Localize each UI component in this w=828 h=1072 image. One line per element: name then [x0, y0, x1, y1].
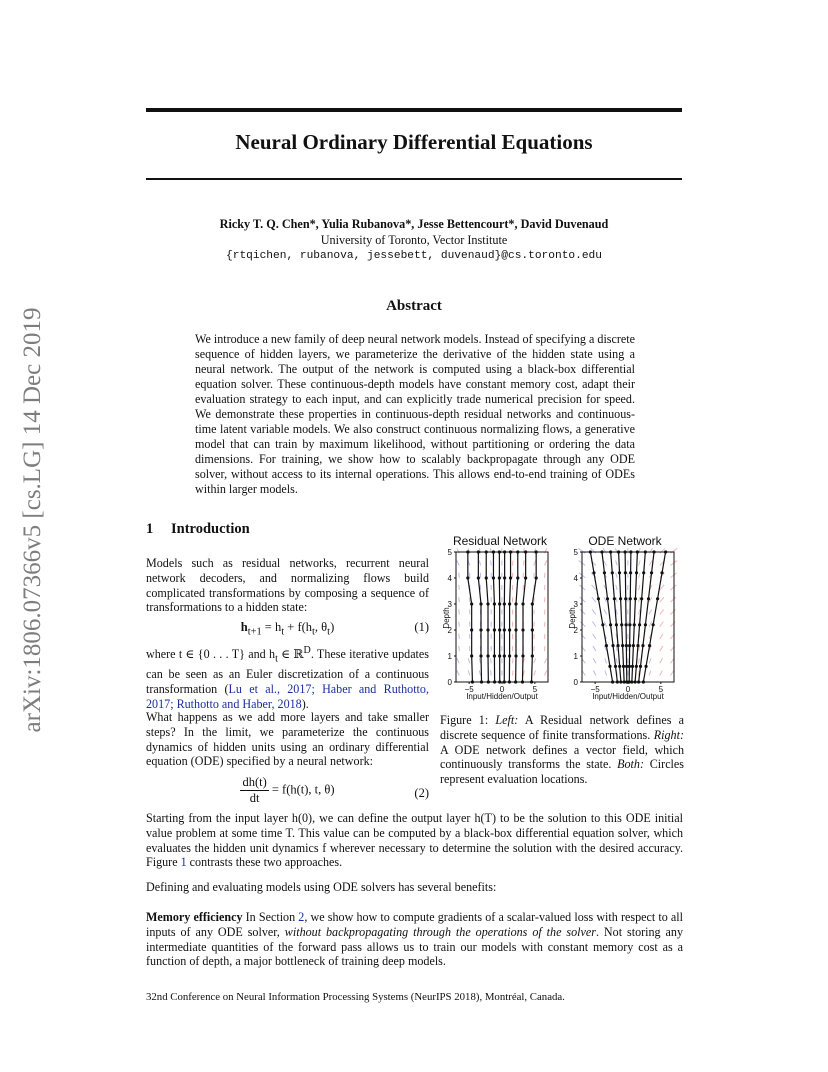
field-arrow — [513, 658, 514, 663]
evaluation-point — [516, 576, 519, 579]
evaluation-point — [644, 665, 647, 668]
field-arrow — [670, 597, 675, 602]
field-arrow — [592, 609, 596, 614]
field-arrow — [457, 548, 459, 553]
evaluation-point — [470, 602, 473, 605]
evaluation-point — [521, 654, 524, 657]
evaluation-point — [639, 665, 642, 668]
field-arrow — [593, 658, 596, 663]
field-arrow — [616, 597, 617, 602]
evaluation-point — [624, 571, 627, 574]
field-arrow — [604, 609, 607, 614]
evaluation-point — [614, 665, 617, 668]
field-arrow — [513, 671, 514, 676]
author-emails: {rtqichen, rubanova, jessebett, duvenaud}@cs.toronto.edu — [226, 250, 602, 262]
field-arrow — [649, 622, 651, 627]
field-arrow — [479, 658, 480, 663]
trajectory-line — [493, 552, 494, 682]
field-arrow — [660, 634, 663, 639]
evaluation-point — [618, 571, 621, 574]
evaluation-point — [498, 654, 501, 657]
evaluation-point — [493, 628, 496, 631]
y-tick-label: 1 — [573, 652, 578, 661]
evaluation-point — [605, 644, 608, 647]
field-arrow — [491, 671, 492, 676]
evaluation-point — [624, 623, 627, 626]
x-tick-label: 5 — [532, 685, 538, 694]
field-arrow — [616, 585, 617, 590]
figure-ref-link[interactable]: 1 — [180, 855, 187, 870]
field-arrow — [581, 622, 586, 627]
evaluation-point — [503, 602, 506, 605]
right-panel-title: ODE Network — [588, 534, 662, 548]
evaluation-point — [648, 644, 651, 647]
p2-f: ). — [301, 696, 309, 711]
eq1-rhs-b: t — [281, 626, 285, 638]
left-x-label: Input/Hidden/Output — [466, 692, 538, 701]
evaluation-point — [466, 576, 469, 579]
eq1-lhs-sub: t+1 — [247, 626, 262, 638]
evaluation-point — [508, 654, 511, 657]
author-names: Ricky T. Q. Chen*, Yulia Rubanova*, Jesse Bettencourt*, David Duvenaud — [219, 217, 609, 231]
x-tick-label: 5 — [658, 685, 664, 694]
field-arrow — [513, 561, 514, 566]
y-tick-label: 5 — [447, 548, 452, 557]
evaluation-point — [531, 602, 534, 605]
field-arrow — [593, 671, 596, 676]
caption-left-text: A Residual network defines a discrete sequence of finite transformations. — [440, 713, 684, 742]
x-tick-label: 0 — [499, 685, 505, 694]
eq1-rhs-d: t — [312, 626, 315, 638]
figure-left-panel — [442, 534, 548, 701]
intro-paragraph-1: Models such as residual networks, recurrent neural network decoders, and normalizing flows build complicated transformations by composing a sequence of transformations to a hidden state: — [146, 556, 429, 615]
evaluation-point — [498, 602, 501, 605]
evaluation-point — [503, 628, 506, 631]
field-arrow — [660, 671, 662, 676]
abstract-text: We introduce a new family of deep neural network models. Instead of specifying a discrete sequence of hidden layers, we parameterize the derivative of the hidden state using a neural network. The output of the network is computed using a black-box differential equation solver. These continuous-depth models have constant memory cost, adapt their evaluation strategy to each input, and can explicitly trade numerical precision for speed. We demonstrate these properties in continuous-depth residual networks and continuous-time latent variable models. We also construct continuous normalizing flows, a generative model that can train by maximum likelihood, without partitioning or ordering the data dimensions. For training, we show how to scalably backpropagate through any ODE solver, without access to its internal operations. This allows end-to-end training of ODEs within larger models. — [195, 332, 635, 497]
p2-c: ∈ ℝ — [277, 647, 304, 662]
field-arrow — [660, 658, 663, 663]
field-arrow — [639, 609, 640, 614]
intro-paragraph-4 — [146, 811, 683, 870]
evaluation-point — [641, 644, 644, 647]
evaluation-point — [624, 597, 627, 600]
evaluation-point — [479, 602, 482, 605]
field-arrow — [604, 622, 606, 627]
field-arrow — [649, 609, 652, 614]
trajectory-line — [509, 552, 510, 682]
eq2-number: (2) — [414, 786, 429, 800]
caption-left-label: Left: — [495, 713, 519, 727]
field-arrow — [592, 597, 596, 602]
field-arrow — [660, 585, 664, 590]
evaluation-point — [535, 576, 538, 579]
x-tick-label: 0 — [625, 685, 631, 694]
evaluation-point — [647, 597, 650, 600]
evaluation-point — [656, 597, 659, 600]
evaluation-point — [611, 644, 614, 647]
field-arrow — [580, 597, 585, 602]
evaluation-point — [615, 623, 618, 626]
evaluation-point — [470, 628, 473, 631]
evaluation-point — [625, 665, 628, 668]
p6-c: . Not storing any intermediate quantities of the forward pass allows us to train our models with constant memory cost as a function of depth, a major bottleneck of training deep models. — [146, 924, 684, 969]
field-arrow — [639, 597, 640, 602]
evaluation-point — [498, 576, 501, 579]
caption-both-label: Both: — [617, 757, 644, 772]
author-block — [146, 216, 682, 264]
evaluation-point — [616, 644, 619, 647]
memory-efficiency-paragraph — [146, 910, 683, 969]
evaluation-point — [650, 571, 653, 574]
p6-a: In Section — [242, 910, 299, 924]
eq1-rhs-f: t — [327, 626, 331, 638]
field-arrow — [468, 658, 470, 663]
field-arrow — [592, 622, 596, 627]
p6-b: , we show how to compute gradients of a scalar-valued loss with respect to all inputs of any ODE solver, — [146, 910, 683, 939]
evaluation-point — [514, 628, 517, 631]
evaluation-point — [503, 654, 506, 657]
field-arrow — [580, 609, 585, 614]
y-tick-label: 4 — [573, 574, 578, 583]
evaluation-point — [628, 623, 631, 626]
eq1-rhs-g: ) — [330, 620, 335, 634]
field-arrow — [649, 671, 651, 676]
field-arrow — [491, 548, 492, 553]
evaluation-point — [508, 628, 511, 631]
field-arrow — [523, 561, 524, 566]
field-arrow — [544, 548, 546, 553]
field-arrow — [660, 609, 664, 614]
field-arrow — [615, 548, 617, 553]
eq1-lhs: h — [240, 620, 248, 634]
section-title: Introduction — [171, 521, 250, 537]
evaluation-point — [531, 654, 534, 657]
evaluation-point — [486, 654, 489, 657]
y-tick-label: 0 — [447, 678, 452, 687]
evaluation-point — [498, 628, 501, 631]
field-arrow — [491, 658, 492, 663]
x-tick-label: −5 — [464, 685, 474, 694]
left-trajectories — [466, 550, 538, 683]
caption-right-text: A ODE network defines a vector field, which continuously transforms the state. — [440, 742, 684, 772]
evaluation-point — [613, 597, 616, 600]
citation-link[interactable]: Lu et al., 2017; Haber and Ruthotto, 2017; Ruthotto and Haber, 2018 — [146, 682, 429, 711]
right-y-label: Depth — [568, 607, 577, 629]
eq1-rhs-e: , θ — [314, 620, 328, 634]
eq1-rhs-c: + f(h — [284, 620, 313, 634]
evaluation-point — [608, 665, 611, 668]
p2-b: t — [275, 653, 278, 665]
evaluation-point — [628, 644, 631, 647]
trajectory-line — [486, 552, 488, 682]
evaluation-point — [644, 623, 647, 626]
field-arrow — [660, 622, 664, 627]
evaluation-point — [631, 665, 634, 668]
field-arrow — [660, 646, 663, 651]
field-arrow — [670, 671, 673, 676]
field-arrow — [603, 548, 606, 553]
evaluation-point — [521, 628, 524, 631]
y-tick-label: 4 — [447, 574, 452, 583]
field-arrow — [523, 671, 524, 676]
field-arrow — [660, 597, 664, 602]
field-arrow — [639, 585, 640, 590]
arxiv-sidebar — [0, 0, 60, 1072]
eq1-rhs-a: = h — [261, 620, 282, 634]
eq2-numerator: dh(t) — [242, 775, 267, 789]
field-arrow — [605, 658, 607, 663]
evaluation-point — [621, 644, 624, 647]
evaluation-point — [477, 576, 480, 579]
evaluation-point — [619, 597, 622, 600]
arxiv-identifier: arXiv:1806.07366v5 [cs.LG] 14 Dec 2019 — [19, 307, 46, 733]
evaluation-point — [633, 623, 636, 626]
title-bottom-rule — [146, 178, 682, 180]
field-arrow — [592, 585, 596, 590]
eq2-rhs: = f(h(t), t, θ) — [268, 782, 335, 797]
field-arrow — [544, 561, 546, 566]
eq2-denominator: dt — [249, 791, 260, 805]
evaluation-point — [603, 571, 606, 574]
left-panel-title: Residual Network — [452, 534, 548, 548]
field-arrow — [639, 573, 641, 578]
intro-paragraph-3: What happens as we add more layers and take smaller steps? In the limit, we parameterize the continuous dynamics of hidden units using an ordinary differential equation (ODE) specified by a neural network: — [146, 710, 429, 769]
trajectory-line — [522, 552, 525, 682]
intro-paragraph-5: Defining and evaluating models using ODE solvers has several benefits: — [146, 880, 497, 894]
p4-a: Starting from the input layer h(0), we can define the output layer h(T) to be the solution to this ODE initial value problem at some time T. This value can be computed by a black-box differential equation solver, which evaluates the hidden unit dynamics f wherever necessary to determine the solution with the desired accuracy. Figure — [146, 811, 683, 870]
evaluation-point — [524, 576, 527, 579]
field-arrow — [616, 573, 618, 578]
y-tick-label: 5 — [573, 548, 578, 557]
evaluation-point — [606, 597, 609, 600]
field-arrow — [544, 658, 546, 663]
evaluation-point — [479, 628, 482, 631]
evaluation-point — [509, 576, 512, 579]
evaluation-point — [611, 571, 614, 574]
field-arrow — [479, 561, 480, 566]
right-x-label: Input/Hidden/Output — [592, 692, 664, 701]
evaluation-point — [625, 644, 628, 647]
caption-both-text: Circles represent evaluation locations. — [440, 757, 684, 787]
figure-right-panel — [568, 534, 677, 701]
evaluation-point — [479, 654, 482, 657]
title-top-rule — [146, 108, 682, 112]
evaluation-point — [514, 602, 517, 605]
caption-right-label: Right: — [653, 727, 684, 742]
y-tick-label: 3 — [447, 600, 452, 609]
evaluation-point — [601, 623, 604, 626]
section-number: 1 — [146, 521, 154, 537]
field-arrow — [457, 671, 459, 676]
field-arrow — [513, 548, 514, 553]
evaluation-point — [503, 576, 506, 579]
trajectory-line — [516, 552, 518, 682]
evaluation-point — [632, 644, 635, 647]
evaluation-point — [486, 628, 489, 631]
right-trajectories — [589, 550, 667, 683]
evaluation-point — [492, 576, 495, 579]
field-arrow — [457, 658, 459, 663]
evaluation-point — [493, 654, 496, 657]
evaluation-point — [638, 623, 641, 626]
field-arrow — [639, 561, 641, 566]
evaluation-point — [609, 623, 612, 626]
evaluation-point — [642, 571, 645, 574]
paper-title: Neural Ordinary Differential Equations — [235, 130, 593, 154]
p2-e: . These iterative updates can be seen as an Euler discretization of a continuous transformation ( — [146, 647, 429, 697]
field-arrow — [604, 597, 607, 602]
evaluation-point — [622, 665, 625, 668]
abstract-heading: Abstract — [386, 298, 442, 314]
figure-1-caption — [440, 713, 684, 787]
eq1-number: (1) — [414, 620, 429, 634]
caption-label: Figure 1: — [440, 713, 496, 727]
evaluation-point — [629, 571, 632, 574]
section-ref-link[interactable]: 2 — [298, 910, 305, 924]
evaluation-point — [597, 597, 600, 600]
field-arrow — [593, 634, 596, 639]
y-tick-label: 2 — [573, 626, 578, 635]
evaluation-point — [485, 576, 488, 579]
conference-footer: 32nd Conference on Neural Information Processing Systems (NeurIPS 2018), Montréal, Canada. — [146, 991, 565, 1003]
evaluation-point — [635, 665, 638, 668]
field-arrow — [457, 561, 459, 566]
field-arrow — [616, 609, 617, 614]
memory-efficiency-heading: Memory efficiency — [146, 910, 243, 924]
field-arrow — [616, 561, 618, 566]
affiliation: University of Toronto, Vector Institute — [320, 233, 508, 247]
evaluation-point — [618, 665, 621, 668]
left-y-label: Depth — [442, 607, 451, 629]
y-tick-label: 2 — [447, 626, 452, 635]
field-arrow — [479, 671, 480, 676]
intro-paragraph-2 — [146, 644, 429, 712]
evaluation-point — [660, 571, 663, 574]
evaluation-point — [514, 654, 517, 657]
field-arrow — [649, 548, 652, 553]
figure-1 — [436, 532, 686, 704]
evaluation-point — [508, 602, 511, 605]
p6-italic: without backpropagating through the operations of the solver — [284, 924, 596, 939]
evaluation-point — [652, 623, 655, 626]
field-arrow — [468, 671, 470, 676]
p4-b: contrasts these two approaches. — [186, 855, 343, 870]
evaluation-point — [470, 654, 473, 657]
p2-d: D — [303, 645, 311, 656]
y-tick-label: 1 — [447, 652, 452, 661]
evaluation-point — [620, 623, 623, 626]
evaluation-point — [634, 597, 637, 600]
y-tick-label: 0 — [573, 678, 578, 687]
section-heading — [146, 521, 250, 538]
evaluation-point — [636, 644, 639, 647]
evaluation-point — [521, 602, 524, 605]
evaluation-point — [493, 602, 496, 605]
evaluation-point — [635, 571, 638, 574]
field-arrow — [534, 658, 536, 663]
evaluation-point — [592, 571, 595, 574]
evaluation-point — [531, 628, 534, 631]
y-tick-label: 3 — [573, 600, 578, 609]
field-arrow — [605, 671, 607, 676]
field-arrow — [639, 658, 640, 663]
field-arrow — [670, 585, 676, 590]
field-arrow — [670, 609, 675, 614]
field-arrow — [534, 671, 536, 676]
field-arrow — [649, 658, 651, 663]
p2-a: where t ∈ {0 . . . T} and h — [146, 647, 276, 662]
evaluation-point — [486, 602, 489, 605]
field-arrow — [616, 658, 617, 663]
evaluation-point — [640, 597, 643, 600]
field-arrow — [593, 646, 596, 651]
evaluation-point — [628, 665, 631, 668]
eq2-fraction — [240, 775, 268, 806]
field-arrow — [491, 561, 492, 566]
field-arrow — [534, 561, 536, 566]
evaluation-point — [629, 597, 632, 600]
field-arrow — [544, 671, 546, 676]
x-tick-label: −5 — [590, 685, 600, 694]
